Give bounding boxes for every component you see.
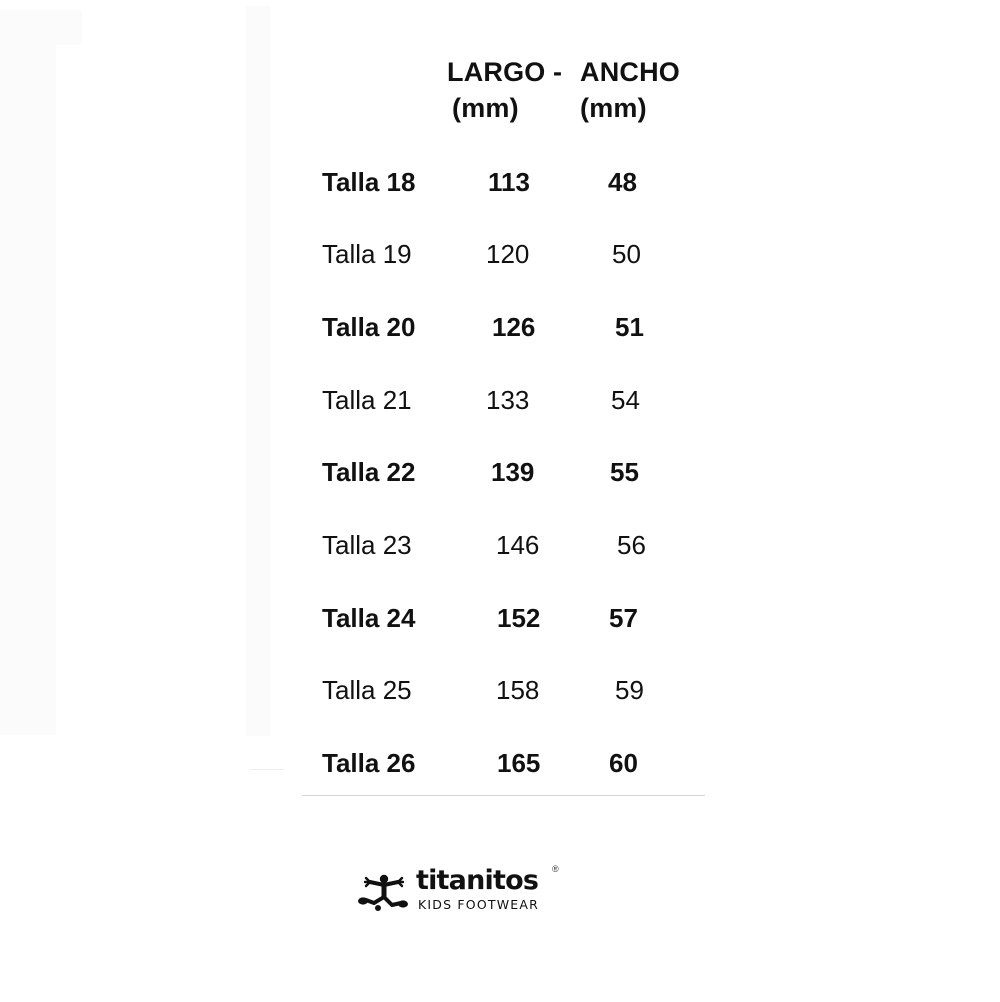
header-separator: - [553,57,563,87]
size-label: Talla 26 [322,748,416,778]
ancho-value: 57 [609,603,638,633]
header-largo: LARGO [447,57,546,87]
size-label: Talla 19 [322,239,412,269]
ancho-value: 51 [615,312,644,342]
largo-value: 139 [491,457,535,487]
largo-value: 152 [497,603,541,633]
ancho-value: 56 [617,530,646,560]
largo-value: 158 [496,675,540,705]
registered-mark: ® [552,864,559,874]
size-row [0,673,1000,707]
size-row [0,528,1000,562]
largo-value: 146 [496,530,540,560]
background-panel [56,10,82,45]
largo-value: 126 [492,312,536,342]
brand-logo [356,864,576,920]
largo-value: 113 [488,167,530,197]
size-row [0,237,1000,271]
size-label: Talla 23 [322,530,412,560]
size-row [0,746,1000,780]
ancho-value: 55 [610,457,639,487]
brand-name: titanitos [416,865,539,896]
size-label: Talla 25 [322,675,412,705]
titan-figure-icon [356,870,410,914]
size-label: Talla 18 [322,167,416,197]
brand-tagline: KIDS FOOTWEAR [418,897,540,912]
header-largo-unit: (mm) [452,93,519,123]
table-bottom-rule [302,795,705,796]
ancho-value: 54 [611,385,640,415]
size-row [0,310,1000,344]
size-label: Talla 21 [322,385,412,415]
size-label: Talla 20 [322,312,416,342]
size-label: Talla 22 [322,457,416,487]
size-row [0,383,1000,417]
largo-value: 120 [486,239,530,269]
ancho-value: 59 [615,675,644,705]
ancho-value: 50 [612,239,641,269]
header-ancho: ANCHO [580,57,680,87]
ancho-value: 48 [608,167,637,197]
largo-value: 165 [497,748,541,778]
header-ancho-unit: (mm) [580,93,647,123]
ancho-value: 60 [609,748,638,778]
size-label: Talla 24 [322,603,416,633]
largo-value: 133 [486,385,530,415]
size-row [0,601,1000,635]
size-row [0,165,1000,199]
size-row [0,455,1000,489]
